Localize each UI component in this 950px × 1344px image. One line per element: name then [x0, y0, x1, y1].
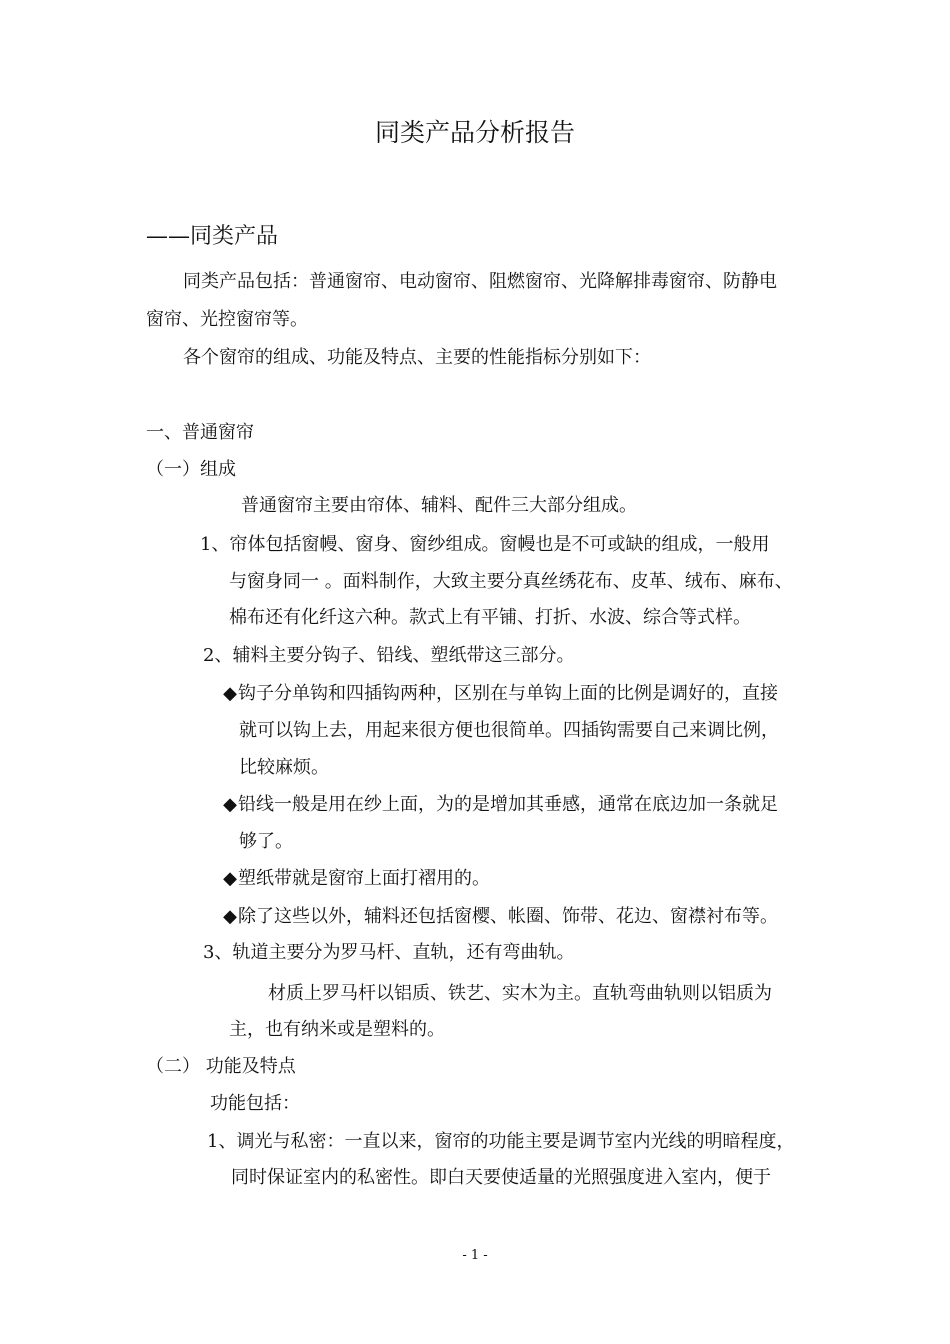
bullet2-line-1 [222, 793, 778, 817]
intro-line-2: 窗帘、光控窗帘等。 [146, 309, 308, 330]
item3-line: 3、轨道主要分为罗马杆、直轨，还有弯曲轨。 [203, 942, 575, 963]
section-heading: ——同类产品 [146, 224, 279, 249]
intro-line-3: 各个窗帘的组成、功能及特点、主要的性能指标分别如下： [183, 347, 651, 368]
bullet2-line-2: 够了。 [239, 831, 293, 852]
function1-line-2: 同时保证室内的私密性。即白天要使适量的光照强度进入室内，便于 [231, 1167, 771, 1188]
bullet3-text: 塑纸带就是窗帘上面打褶用的。 [238, 868, 490, 889]
page-title: 同类产品分析报告 [374, 118, 575, 147]
composition-summary: 普通窗帘主要由帘体、辅料、配件三大部分组成。 [241, 495, 637, 516]
function1-line-1: 1、调光与私密：一直以来，窗帘的功能主要是调节室内光线的明暗程度， [207, 1131, 795, 1152]
bullet4-text: 除了这些以外，辅料还包括窗樱、帐圈、饰带、花边、窗襟衬布等。 [238, 906, 778, 927]
diamond-bullet-icon: ◆ [223, 683, 237, 704]
bullet4-line [222, 905, 778, 929]
item1-line-2: 与窗身同一 。面料制作，大致主要分真丝绣花布、皮革、绒布、麻布、 [229, 571, 793, 592]
item3-detail-line-2: 主，也有纳米或是塑料的。 [229, 1019, 445, 1040]
diamond-bullet-icon: ◆ [223, 794, 237, 815]
functions-intro: 功能包括： [210, 1093, 300, 1114]
diamond-bullet-icon: ◆ [223, 868, 237, 889]
diamond-bullet-icon: ◆ [223, 906, 237, 927]
bullet1-line-3: 比较麻烦。 [239, 757, 329, 778]
bullet1-line-1 [222, 682, 778, 706]
bullet1-line-2: 就可以钩上去，用起来很方便也很简单。四插钩需要自己来调比例， [239, 720, 779, 741]
part1-sub2-heading: （二） 功能及特点 [146, 1056, 296, 1077]
bullet3-line [222, 867, 490, 891]
page-number: - 1 - [462, 1248, 488, 1263]
part1-heading: 一、普通窗帘 [146, 422, 254, 443]
item3-detail-line-1: 材质上罗马杆以铝质、铁艺、实木为主。直轨弯曲轨则以铝质为 [268, 983, 772, 1004]
item1-line-3: 棉布还有化纤这六种。款式上有平铺、打折、水波、综合等式样。 [229, 607, 751, 628]
bullet1-text: 钩子分单钩和四插钩两种，区别在与单钩上面的比例是调好的，直接 [238, 683, 778, 704]
item2-line: 2、辅料主要分钩子、铅线、塑纸带这三部分。 [203, 645, 575, 666]
intro-line-1: 同类产品包括：普通窗帘、电动窗帘、阻燃窗帘、光降解排毒窗帘、防静电 [183, 271, 777, 292]
bullet2-text: 铅线一般是用在纱上面，为的是增加其垂感，通常在底边加一条就足 [238, 794, 778, 815]
item1-line-1: 1、帘体包括窗幔、窗身、窗纱组成。窗幔也是不可或缺的组成，一般用 [200, 534, 770, 555]
part1-sub1-heading: （一）组成 [146, 459, 236, 480]
